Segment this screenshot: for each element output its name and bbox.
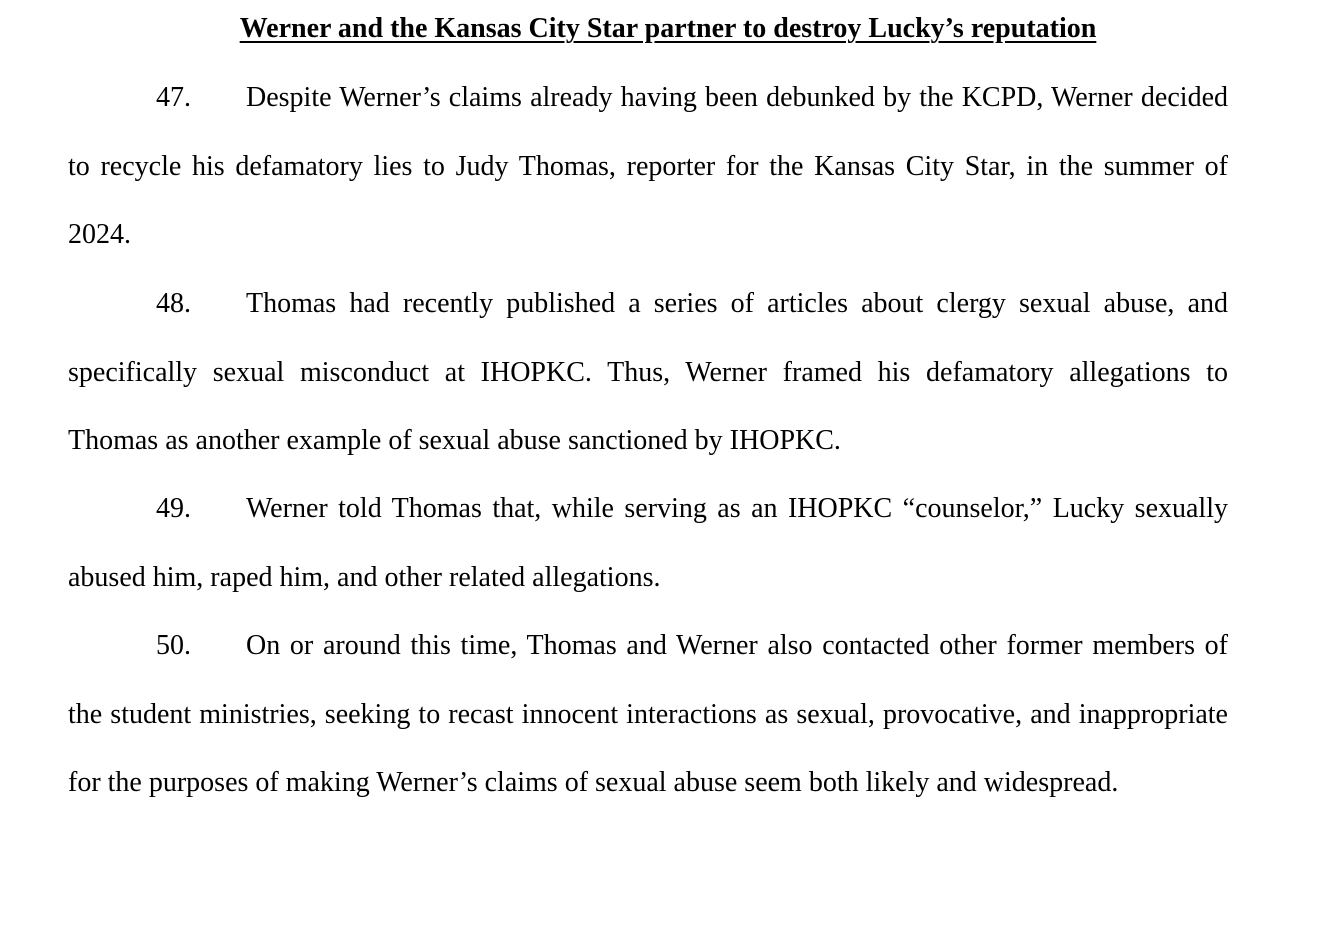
paragraph-text: On or around this time, Thomas and Werner also contacted other former members of the student ministries, seeking to recast innocent interactions as sexual, provocative, and inappropriate for the purposes of making Werner’s claims of sexual abuse seem both likely and widespread. bbox=[68, 630, 1228, 798]
section-heading: Werner and the Kansas City Star partner to destroy Lucky’s reputation bbox=[239, 13, 1097, 44]
paragraph-50 bbox=[68, 612, 1228, 818]
paragraph-47 bbox=[68, 64, 1228, 270]
paragraph-number: 47. bbox=[156, 82, 191, 113]
paragraph-number: 50. bbox=[156, 630, 191, 661]
paragraph-48 bbox=[68, 270, 1228, 476]
paragraph-text: Despite Werner’s claims already having been debunked by the KCPD, Werner decided to recycle his defamatory lies to Judy Thomas, reporter for the Kansas City Star, in the summer of 2024. bbox=[68, 82, 1228, 250]
paragraph-text: Thomas had recently published a series of articles about clergy sexual abuse, and specifically sexual misconduct at IHOPKC. Thus, Werner framed his defamatory allegations to Thomas as another example of sexual abuse sanctioned by IHOPKC. bbox=[68, 288, 1228, 456]
paragraph-number: 48. bbox=[156, 288, 191, 319]
paragraph-number: 49. bbox=[156, 493, 191, 524]
paragraph-49 bbox=[68, 475, 1228, 612]
paragraph-text: Werner told Thomas that, while serving as an IHOPKC “counselor,” Lucky sexually abused him, raped him, and other related allegations. bbox=[68, 493, 1228, 593]
